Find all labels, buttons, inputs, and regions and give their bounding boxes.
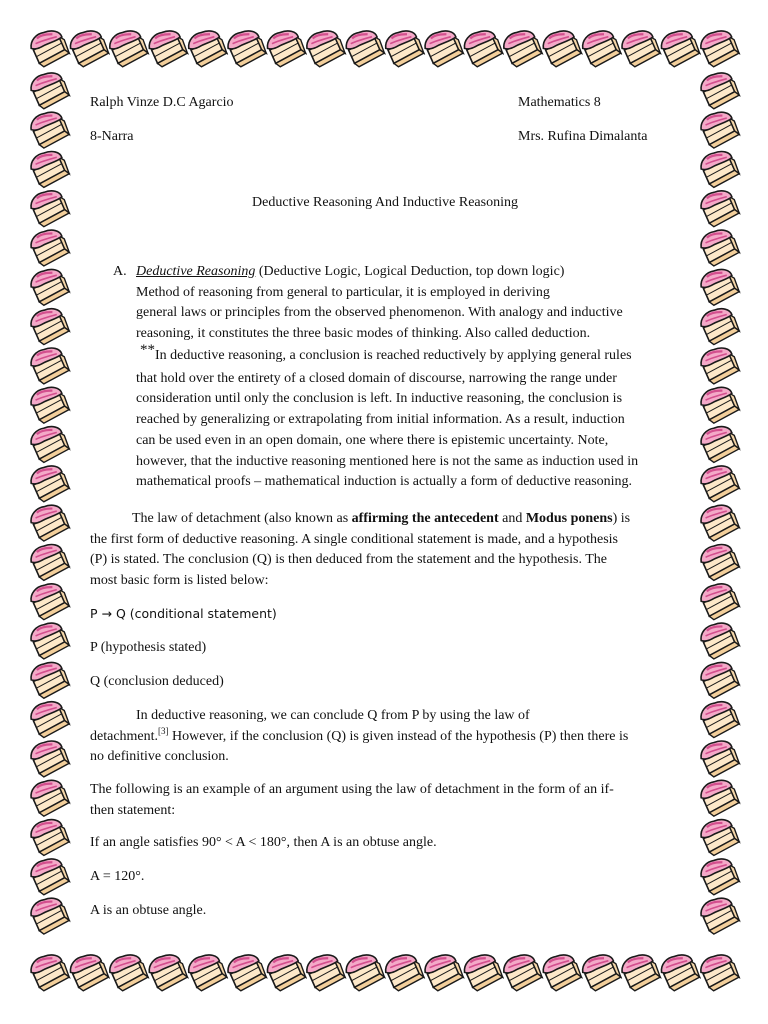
- cupcake-icon: [699, 739, 740, 778]
- cupcake-icon: [29, 424, 70, 463]
- note-line: however, that the inductive reasoning mentioned here is not the same as induction used in: [136, 453, 639, 469]
- section-a-line: reasoning, it constitutes the three basic modes of thinking. Also called deduction.: [136, 325, 591, 341]
- cupcake-icon: [29, 346, 70, 385]
- bold-term: Modus ponens: [525, 511, 613, 526]
- cupcake-icon: [581, 29, 622, 68]
- text-span: However, if the conclusion (Q) is given instead of the hypothesis (P) then there is: [168, 728, 629, 744]
- formula-hypothesis: P (hypothesis stated): [90, 640, 207, 655]
- cupcake-icon: [581, 953, 622, 992]
- cupcake-icon: [541, 29, 582, 68]
- cupcake-icon: [344, 953, 385, 992]
- cupcake-icon: [29, 621, 70, 660]
- cupcake-icon: [699, 464, 740, 503]
- cupcake-icon: [699, 424, 740, 463]
- cupcake-icon: [226, 953, 267, 992]
- cupcake-icon: [108, 29, 149, 68]
- cupcake-icon: [187, 29, 228, 68]
- text-span: and: [498, 511, 526, 526]
- example-statement: If an angle satisfies 90° < A < 180°, then A is an obtuse angle.: [90, 835, 437, 850]
- cupcake-icon: [699, 953, 740, 992]
- cupcake-icon: [502, 953, 543, 992]
- cupcake-icon: [29, 582, 70, 621]
- cupcake-icon: [620, 953, 661, 992]
- cupcake-icon: [699, 778, 740, 817]
- cupcake-icon: [29, 542, 70, 581]
- cupcake-icon: [699, 149, 740, 188]
- cupcake-icon: [699, 385, 740, 424]
- cupcake-icon: [29, 817, 70, 856]
- student-name: Ralph Vinze D.C Agarcio: [90, 95, 234, 110]
- cupcake-icon: [108, 953, 149, 992]
- cupcake-icon: [699, 542, 740, 581]
- note-line: In deductive reasoning, a conclusion is reached reductively by applying general rules: [155, 348, 632, 363]
- note-line: consideration until only the conclusion is left. In inductive reasoning, the conclusion is: [136, 391, 623, 407]
- cupcake-icon: [29, 739, 70, 778]
- cupcake-icon: [266, 29, 307, 68]
- cupcake-icon: [29, 503, 70, 542]
- paragraph-line: no definitive conclusion.: [90, 749, 229, 764]
- cupcake-icon: [29, 29, 70, 68]
- note-marker: **: [140, 342, 155, 358]
- cupcake-icon: [29, 464, 70, 503]
- paragraph-line: (P) is stated. The conclusion (Q) is then deduced from the statement and the hypothesis. The: [90, 552, 607, 567]
- cupcake-icon: [699, 621, 740, 660]
- cupcake-icon: [620, 29, 661, 68]
- note-line: reached by generalizing or extrapolating from initial information. As a result, induction: [136, 412, 625, 428]
- paragraph-line: then statement:: [90, 802, 176, 818]
- text-span: detachment.: [90, 728, 159, 744]
- cupcake-icon: [699, 817, 740, 856]
- section-a-body: [136, 262, 679, 344]
- cupcake-icon: [29, 267, 70, 306]
- cupcake-icon: [699, 582, 740, 621]
- cupcake-icon: [463, 29, 504, 68]
- section-a-label: A.: [113, 264, 127, 279]
- cupcake-icon: [147, 953, 188, 992]
- example-hypothesis: A = 120°.: [90, 869, 145, 884]
- cupcake-icon: [29, 660, 70, 699]
- cupcake-icon: [29, 71, 70, 110]
- header-row-2: [90, 127, 680, 147]
- note-line: that hold over the entirety of a closed domain of discourse, narrowing the range under: [136, 370, 617, 386]
- teacher-name: Mrs. Rufina Dimalanta: [518, 129, 648, 144]
- detachment-paragraph: [90, 509, 680, 591]
- section-a-line: Method of reasoning from general to particular, it is employed in deriving: [136, 284, 550, 300]
- cupcake-icon: [699, 503, 740, 542]
- cupcake-icon: [29, 778, 70, 817]
- reference-mark: [3]: [158, 725, 169, 736]
- formula-conditional: P → Q (conditional statement): [90, 606, 277, 621]
- cupcake-icon: [463, 953, 504, 992]
- example-conclusion: A is an obtuse angle.: [90, 903, 207, 918]
- section-a-term-alt: (Deductive Logic, Logical Deduction, top down logic): [255, 264, 565, 279]
- cupcake-icon: [699, 896, 740, 935]
- cupcake-icon: [29, 953, 70, 992]
- cupcake-icon: [29, 228, 70, 267]
- section-a-note: [136, 342, 681, 493]
- cupcake-icon: [266, 953, 307, 992]
- cupcake-icon: [699, 71, 740, 110]
- paragraph-line: In deductive reasoning, we can conclude Q from P by using the law of: [136, 708, 530, 723]
- cupcake-icon: [29, 110, 70, 149]
- cupcake-icon: [423, 29, 464, 68]
- cupcake-icon: [29, 857, 70, 896]
- cupcake-icon: [699, 110, 740, 149]
- cupcake-icon: [699, 29, 740, 68]
- cupcake-icon: [699, 307, 740, 346]
- text-span: ) is: [612, 511, 631, 526]
- cupcake-icon: [699, 346, 740, 385]
- example-intro-paragraph: [90, 780, 680, 821]
- cupcake-icon: [187, 953, 228, 992]
- conclusion-paragraph: [90, 706, 680, 768]
- cupcake-icon: [29, 896, 70, 935]
- cupcake-icon: [147, 29, 188, 68]
- cupcake-icon: [699, 189, 740, 228]
- cupcake-icon: [502, 29, 543, 68]
- cupcake-icon: [29, 307, 70, 346]
- header-row-1: [90, 93, 680, 113]
- cupcake-icon: [29, 189, 70, 228]
- note-line: can be used even in an open domain, one where there is epistemic uncertainty. Note,: [136, 432, 609, 448]
- cupcake-icon: [29, 149, 70, 188]
- cupcake-icon: [699, 857, 740, 896]
- formula-conclusion: Q (conclusion deduced): [90, 674, 224, 689]
- text-span: The law of detachment (also known as: [132, 511, 352, 526]
- cupcake-icon: [541, 953, 582, 992]
- cupcake-icon: [305, 953, 346, 992]
- cupcake-icon: [29, 385, 70, 424]
- bold-term: affirming the antecedent: [351, 511, 499, 526]
- cupcake-icon: [344, 29, 385, 68]
- paragraph-line: The following is an example of an argument using the law of detachment in the form of an if-: [90, 782, 614, 797]
- document-title: Deductive Reasoning And Inductive Reasoning: [252, 195, 518, 210]
- cupcake-icon: [423, 953, 464, 992]
- section-a-line: general laws or principles from the observed phenomenon. With analogy and inductive: [136, 305, 623, 320]
- note-line: mathematical proofs – mathematical induction is actually a form of deductive reasoning.: [136, 474, 633, 490]
- cupcake-icon: [69, 29, 110, 68]
- cupcake-icon: [699, 228, 740, 267]
- cupcake-icon: [305, 29, 346, 68]
- cupcake-icon: [660, 29, 701, 68]
- cupcake-icon: [384, 953, 425, 992]
- cupcake-icon: [699, 660, 740, 699]
- class-section: 8-Narra: [90, 129, 134, 144]
- cupcake-icon: [69, 953, 110, 992]
- cupcake-icon: [384, 29, 425, 68]
- cupcake-icon: [29, 700, 70, 739]
- section-a-term: Deductive Reasoning: [136, 264, 256, 279]
- cupcake-icon: [660, 953, 701, 992]
- cupcake-icon: [699, 700, 740, 739]
- cupcake-icon: [226, 29, 267, 68]
- cupcake-icon: [699, 267, 740, 306]
- subject: Mathematics 8: [518, 95, 601, 110]
- paragraph-line: the first form of deductive reasoning. A single conditional statement is made, and a hypothesis: [90, 531, 618, 547]
- paragraph-line: most basic form is listed below:: [90, 572, 269, 588]
